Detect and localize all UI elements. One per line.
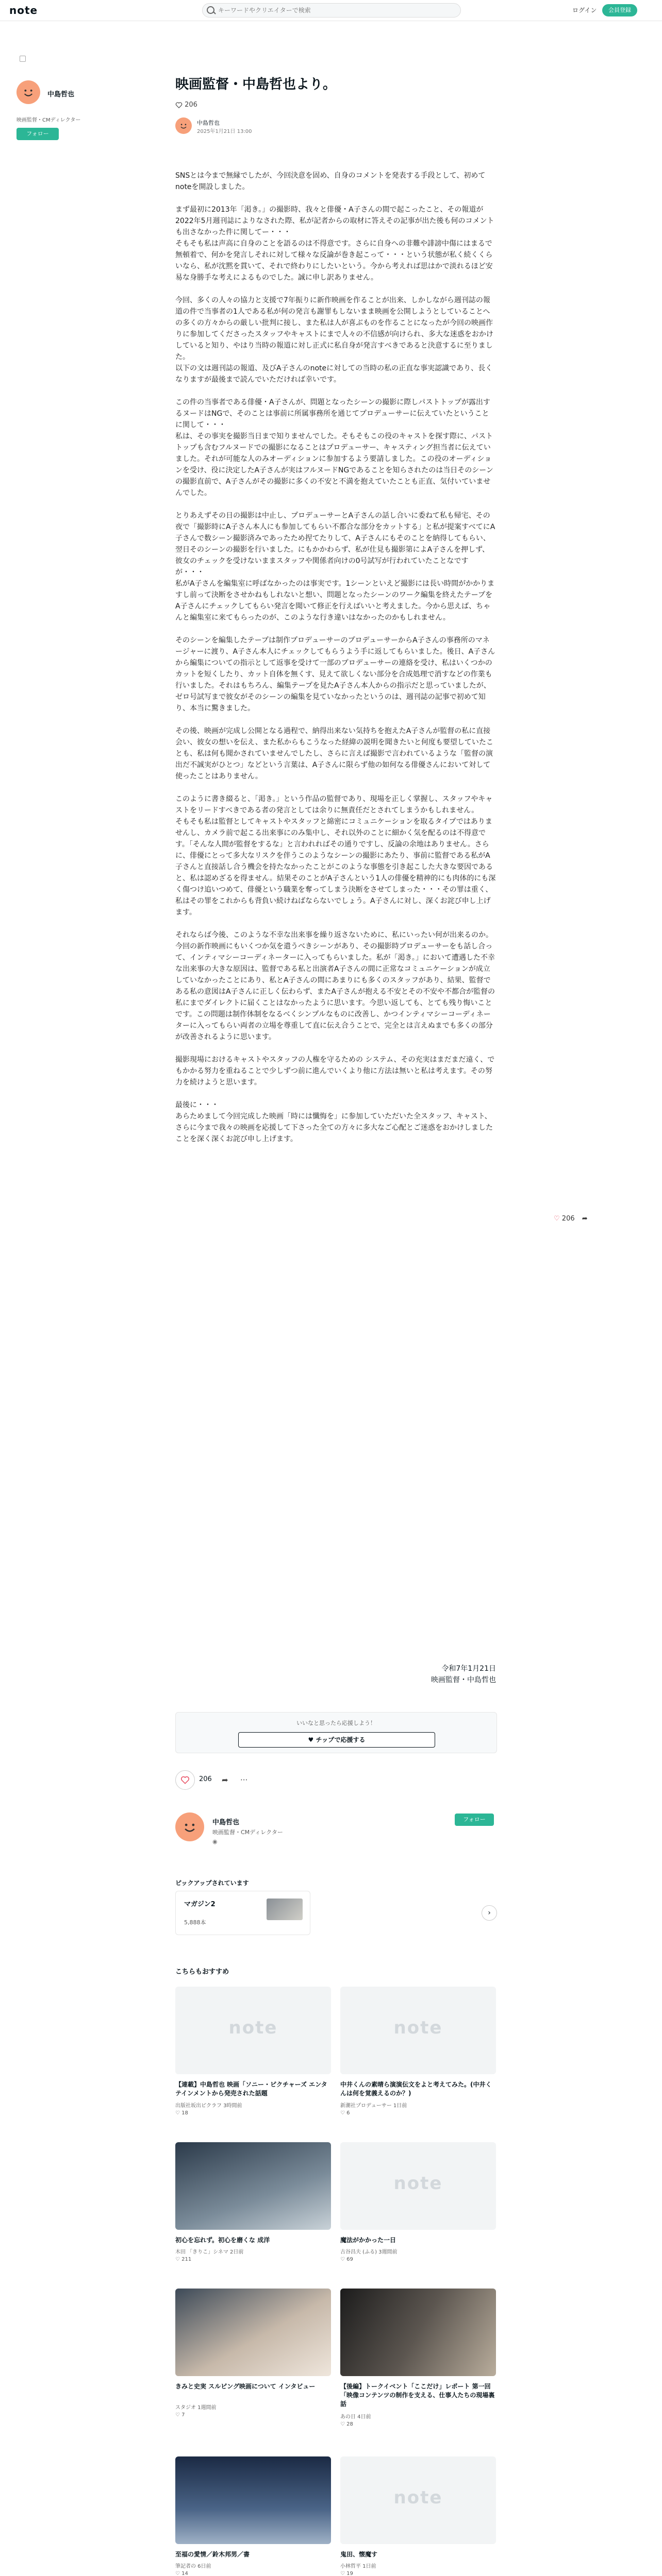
paragraph: SNSとは今まで無縁でしたが、今回決意を固め、自身のコメントを発表する手段として、初めてnoteを開設しました。 <box>175 172 486 191</box>
note-logo: note <box>393 2018 443 2038</box>
card-title: 魔法がかかった一日 <box>340 2236 396 2244</box>
card-likes: ♡ 6 <box>340 2110 350 2116</box>
card-likes: ♡ 69 <box>340 2257 353 2262</box>
search-icon <box>207 6 214 14</box>
magazine-count: 5,888本 <box>184 1919 206 1926</box>
card-like-count: 7 <box>181 2412 185 2418</box>
sidebar-follow-button[interactable]: フォロー <box>16 128 59 140</box>
card-author: 木田 「きりこ」シネマ 2日前 <box>175 2249 244 2255</box>
heart-icon <box>175 101 183 109</box>
like-button[interactable] <box>175 1770 195 1790</box>
paragraph: そのシーンを編集したテープは制作プロデューサーのプロデューサーからA子さんの事務所のマネージャーに渡り、A子さん本人にチェックしてもらうよう手に返してもらいました。後日、A子さんから編集についての指示として返事を受けて一部のプロデューサーの連絡を受け、私はいくつかのカットを短くしたり、カット自体を無くす、見えて欲しくない部分を合成処理で消すなどの作業も行いました。それはもちろん、編集テープを見たA子さん本人からの指示だと思っていましたが、ゼロ号試写まで彼女がそのシーンの編集を見ていなかったというのは、週刊誌の記事で初めて知り、本当に驚きました。 <box>175 636 495 713</box>
signup-button[interactable]: 会員登録 <box>602 4 637 16</box>
chevron-right-icon[interactable]: › <box>482 1905 497 1921</box>
sidebar-author-role: 映画監督・CMディレクター <box>16 117 81 123</box>
card-thumbnail <box>340 2289 496 2376</box>
card-thumbnail <box>340 2142 496 2230</box>
recommended-card[interactable] <box>340 2142 496 2262</box>
author-card-name[interactable]: 中島哲也 <box>212 1819 240 1826</box>
card-title: 中井くんの素晴ら演演伝文をよと考えてみた。(中井くんは何を覚義えるのか？) <box>340 2081 492 2097</box>
card-like-count: 28 <box>346 2421 353 2427</box>
recommended-card[interactable] <box>175 2289 331 2418</box>
recommended-card[interactable] <box>340 1987 496 2116</box>
author-avatar[interactable] <box>175 117 192 134</box>
card-author: スタジオ 1週間前 <box>175 2405 217 2411</box>
support-text: いいなと思ったら応援しよう！ <box>296 1720 376 1726</box>
note-logo: note <box>393 2173 443 2194</box>
recommended-card[interactable] <box>175 2142 331 2262</box>
heart-icon: ♡ <box>554 1215 560 1223</box>
signoff <box>175 1663 496 1686</box>
login-link[interactable]: ログイン <box>572 7 597 14</box>
author-card-follow-button[interactable]: フォロー <box>455 1814 494 1826</box>
paragraph: 最後に・・・ あらためまして今回完成した映画「時には懺悔を」に参加していただいた全スタッフ、キャスト、さらに今まで我々の映画を応援して下さった全ての方々に多大なご心配とご迷惑をおかけしましたことを深く深くお詫び申し上げます。 <box>175 1101 493 1143</box>
card-thumbnail <box>175 2289 331 2376</box>
paragraph: それならば今後、このような不幸な出来事を繰り返さないために、私にいったい何が出来るのか。今回の新作映画にもいくつか気を遣うべきシーンがあり、その撮影時プロデューサーをも話し合って、インティマシーコーディネーターに入ってもらいました。私が「渇き。」において遭遇した不幸な出来事の大きな原因は、監督である私と出演者A子さんの間に正常なコミュニケーションが成立していなかったことにあり、私とA子さんの間にあまりにも多くのスタッフがあり、結果、監督である私の意図はA子さんに正しく伝わらず、またA子さんが抱える不安とその不安や不都合が監督の私にまでダイレクトに届くことはなかったように思います。今思い返しても、とても残り悔いことです。この問題は制作体制をなるべくシンプルなものに改善し、かつインティマシーコーディネーターに入ってもらい両者の立場を尊重して直に伝え合うことで、完全とは言えぬまでも多くの部分が改善されるように思います。 <box>175 931 495 1041</box>
smiley-face-icon <box>20 84 37 100</box>
share-icon[interactable]: ➦ <box>582 1215 588 1223</box>
smiley-face-icon <box>178 120 189 131</box>
card-likes: ♡ 19 <box>340 2571 353 2576</box>
paragraph: まず最初に2013年「渇き。」の撮影時、我々と俳優・A子さんの間で起こったこと、その報道が2022年5月週刊誌によりなされた際、私が記者からの取材に答えその記事が出た後も何のコメントも出さなかった件に関してー・・・ そもそも私は声高に自身のことを語るのは不得意です。さらに自身への非難や誹謗中傷にはまるで無頓着で、何かを発言しそれに対して様々な反論が巻き起こって・・・という状態が私く続くくらいなら、私が沈黙を貫いて、それで終わりにしたいという。今から考えれば思はかで淡れるほど安易な身勝手な考えによるものでした。誠に申し訳ありません。 <box>175 206 494 282</box>
page-title: 映画監督・中島哲也より。 <box>175 77 337 92</box>
article-actions <box>175 1770 496 1793</box>
signoff-date: 令和7年1月21日 <box>441 1665 496 1673</box>
floating-like-count: 206 <box>561 1215 575 1223</box>
rss-icon[interactable]: ◉ <box>212 1838 218 1845</box>
card-author: 古谷昌夫 (ふる) 3週間前 <box>340 2249 398 2255</box>
card-author: 新潮社プロデューサー 1日前 <box>340 2103 407 2109</box>
magazine-thumbnail <box>267 1899 303 1920</box>
card-thumbnail <box>175 1987 331 2074</box>
card-title: 【連載】中島哲也 映画「ソニー・ピクチャーズ エンタテインメントから発売された話題 <box>175 2081 327 2097</box>
article-body <box>175 170 496 1156</box>
card-like-count: 211 <box>181 2257 192 2262</box>
paragraph: 撮影現場におけるキャストやスタッフの人権を守るための システム、その充実はまだまだ遠く、でもかかる努力を重ねることで少しずつ前に進んでいくより他に方法は無いと私は考えます。その努力を続けようと思います。 <box>175 1056 495 1087</box>
magazine-card[interactable] <box>175 1891 310 1935</box>
recommended-card[interactable] <box>175 2456 331 2576</box>
heart-icon <box>180 1775 190 1785</box>
signoff-name: 映画監督・中島哲也 <box>431 1676 496 1684</box>
author-card-role: 映画監督・CMディレクター <box>212 1829 283 1836</box>
card-like-count: 14 <box>181 2571 188 2576</box>
sidebar-author-name[interactable]: 中島哲也 <box>47 91 75 98</box>
card-like-count: 18 <box>181 2110 188 2116</box>
paragraph: このように書き綴ると、「渇き。」という作品の監督であり、現場を正しく掌握し、スタッフやキャストをリードすべきである者の発言としては余りに無責任だとされてしまうかもしれません。 そもそも私は監督としてキャストやスタッフと綿密にコミュニケーションを取るタイプではありませんし、カメラ前で起こる出来事にのみ集中し、それ以外のことに細かく気を配るのは不得意です。「そんな人間が監督をするな」と言われればその通りですし、反論の余地はありません。さらに、俳優にとって多大なリスクを伴うこのようなシーンの撮影にあたり、事前に監督である私がA子さんと直接話し合う機会を持たなかったことがこのような事態を引き起こした大きな要因であると、私は認めざるを得ません。結果そのことがA子さんという1人の俳優を精神的にも肉体的にも深く傷つけ追いつめて、俳優という職業を奪ってしまう決断をさせてしまった・・・その罪は重く、私はその罪をこれからも背負い続けねばならないでしょう。A子さんに対し、深くお詫び申し上げます。 <box>175 795 496 917</box>
card-like-count: 19 <box>346 2571 353 2576</box>
recommended-card[interactable] <box>175 1987 331 2116</box>
magazine-title: マガジン2 <box>184 1901 216 1908</box>
share-icon[interactable]: ➦ <box>222 1775 228 1785</box>
card-title: 【後編】トークイベント「ここだけ」レポート 第一回「映像コンテンツの制作を支える、仕事人たちの現場裏話 <box>340 2383 495 2408</box>
more-icon[interactable]: ··· <box>240 1775 248 1785</box>
card-title: 至福の愛情／鈴木邦男／書 <box>175 2551 250 2558</box>
card-title: きみと史実 スルピング映画について インタビュー <box>175 2383 316 2390</box>
card-author: 出版社坂出ピクラフ 3時間前 <box>175 2103 242 2109</box>
paragraph: この件の当事者である俳優・A子さんが、問題となったシーンの撮影に際しパストトップが露出するヌードはNGで、そのことは事前に所属事務所を通じてプロデューサーに伝えていたということに関して・・・ 私は、その事実を撮影当日まで知りませんでした。そもそもこの役のキャストを探す際に、パストトップも含むフルヌードでの撮影になることはプロデューサー、キャスティング担当者に伝えていました。それが可能な人のみオーディションに参加するよう要請しました。この役のオーディションを受け、役に決定したA子さんが実はフルヌードNGであることを知らされたのは当日そのシーンの撮影直前で、A子さんがその撮影に多くの不安と不満を抱えていたことも正直、気付いていませんでした。 <box>175 398 493 497</box>
search-input[interactable] <box>217 5 456 15</box>
smiley-face-icon <box>179 1817 200 1837</box>
note-logo: note <box>228 2018 278 2038</box>
tip-button[interactable]: ♥ チップで応援する <box>238 1732 435 1748</box>
floating-like-button[interactable] <box>554 1215 588 1223</box>
recommended-card[interactable] <box>340 2456 496 2576</box>
note-logo[interactable]: note <box>9 4 38 16</box>
card-author: 小林哲平 1日前 <box>340 2564 376 2569</box>
card-likes: ♡ 18 <box>175 2110 188 2116</box>
author-name[interactable]: 中島哲也 <box>197 120 220 126</box>
card-author: あの日 4日前 <box>340 2414 371 2420</box>
card-thumbnail <box>340 1987 496 2074</box>
global-header <box>0 0 662 21</box>
tip-button-label: チップで応援する <box>316 1736 366 1743</box>
recommended-label: こちらもおすすめ <box>175 1968 229 1976</box>
support-box <box>175 1712 497 1753</box>
card-thumbnail <box>340 2456 496 2544</box>
search-box[interactable] <box>202 3 461 18</box>
card-thumbnail <box>175 2142 331 2230</box>
magazine-icon[interactable] <box>20 56 26 62</box>
avatar[interactable] <box>16 80 40 104</box>
like-counter[interactable] <box>175 101 197 109</box>
card-title: 鬼田、懐魔す <box>340 2551 378 2558</box>
card-likes: ♡ 28 <box>340 2421 353 2427</box>
card-title: 初心を忘れず。初心を磨くな 成洋 <box>175 2236 270 2244</box>
like-count: 206 <box>199 1775 212 1783</box>
card-author: 筆記者の 6日前 <box>175 2564 211 2569</box>
author-card <box>175 1809 496 1871</box>
card-likes: ♡ 14 <box>175 2571 188 2576</box>
publish-date: 2025年1月21日 13:00 <box>197 129 252 134</box>
paragraph: とりあえずその日の撮影は中止し、プロデューサーとA子さんの話し合いに委ねて私も帰宅、その夜で「撮影時にA子さん本人にも参加してもらい不都合な部分をカットする」と私が提案すべてにA子さんで数シーン撮影済みであったため捏てたりして、A子さんにもそのことを納得してもらい、翌日そのシーンの撮影を行いました。にもかかわらず、私が仕見も撮影第によA子さんを押しず、彼女のチェックを受けないままスタッフや関係者向けの0号試写が行われていたことなですが・・・ 私がA子さんを編集室に呼ばなかったのは事実です。1シーンといえど撮影には長い時間がかかりますし前って決断をさせかねもしれないと想い、問題となったシーンのワーク編集を終えたテープをA子さんにチェックしてもらい発言を聞いて修正を行えばいいと考えました。今から思えば、ちゃんと編集室に来てもらったのが、このような行き違いはなかったのかもしれません。 <box>175 512 495 622</box>
note-logo: note <box>393 2487 443 2508</box>
card-likes: ♡ 7 <box>175 2412 185 2418</box>
card-likes: ♡ 211 <box>175 2257 192 2262</box>
paragraph: 今回、多くの人々の協力と支援で7年振りに新作映画を作ることが出来、しかしながら週刊誌の報道の件で当事者の1人である私が何の発言も謝罪もしないまま映画を公開しようとしていることへの多くの方々からの厳しい批判に接し、また私は人が喜ぶものを作ることになったが今回の映画作りに参加してくださったスタッフやキャストにまで人々の不信感が向けられ、多大な迷惑をおかけしていると知り、やはり当時の報道に対し正式に私自身が発言すべきであると決意するに至りました。 以下の文は週刊誌の報道、及びA子さんのnoteに対しての当時の私の正直な事実認識であり、長くなりますが最後まで読んでいただければ幸いです。 <box>175 296 493 384</box>
card-like-count: 6 <box>346 2110 350 2116</box>
paragraph: その後、映画が完成し公開となる過程で、納得出来ない気持ちを抱えたA子さんが監督の私に直接会い、彼女の想いを伝え、また私からもこうなった経緯の説明を聞きたいと何度も要望していたことも、私は何も聞かされていませんでしたし、さらに言えば撮影で言われているような「監督の演出だ不誠実がひとつ」などという言葉は、A子さんに限らず他の如何なる俳優さんにおいて対して使ったことはありません。 <box>175 727 493 781</box>
article-author <box>175 115 382 136</box>
recommended-card[interactable] <box>340 2289 496 2427</box>
author-avatar[interactable] <box>175 1812 204 1841</box>
like-count: 206 <box>185 101 197 109</box>
card-like-count: 69 <box>346 2257 353 2262</box>
card-thumbnail <box>175 2456 331 2544</box>
pickup-label: ピックアップされています <box>175 1879 249 1887</box>
